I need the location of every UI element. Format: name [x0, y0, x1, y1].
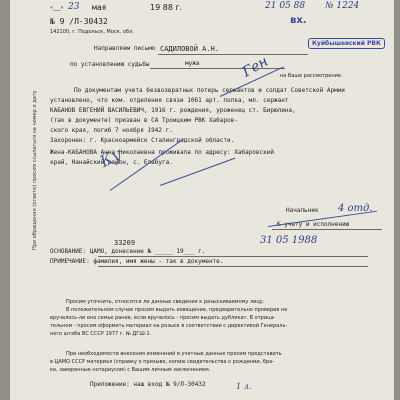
footer-line-7: При необходимости внесения изменений в учетные данные просим представить [66, 351, 282, 357]
handwritten-scribble-middle: Ку [96, 144, 125, 172]
body-line-5: ского края, погиб 7 ноября 1942 г. [50, 127, 173, 134]
footer-line-4: тельном - просим оформить материал на розыск в соответствии с директивой Генераль- [50, 323, 288, 329]
sent-letter-label: Направляем письмо [94, 45, 156, 52]
date-month: мая [92, 3, 107, 12]
sender-address: 142100, г. Подольск, Моск. обл. [50, 29, 134, 35]
basis-underline [98, 256, 368, 257]
handwritten-basis-date: 31 05 1988 [260, 235, 318, 246]
footer-line-2: В положительном случае просим выдать извещение, предварительно проверив не [66, 307, 288, 313]
footer-line-9: ке, заверенные нотариусом) с Вашим личным заключением. [50, 367, 211, 373]
footer-line-3: вручалось-ли оно семье ранее, если вручалось - просим выдать дубликат. В отрица- [50, 315, 276, 321]
body-line-8: край, Нанайский район, с. Елабуга. [50, 159, 173, 166]
document-number: № 9 /Л-30432 [50, 17, 108, 26]
head-label: Начальник [286, 207, 319, 214]
note-line: ПРИМЕЧАНИЕ: фамилия, имя жены - так в документе. [50, 258, 224, 265]
stamp-incoming-number: вх. [290, 15, 307, 26]
date-year: 19 88 г. [150, 3, 183, 12]
body-line-6: Захоронен: г. Красноармейск Сталинградской области. [50, 137, 235, 144]
handwritten-attachment-count: 1 л. [236, 382, 252, 391]
executor-line [272, 229, 382, 230]
margin-note-1: При обращении (ответе) просим ссылаться на номер и дату [32, 90, 38, 250]
handwritten-stamp-number: № 1224 [325, 1, 360, 11]
handwritten-day: 23 [68, 2, 80, 12]
addressee-underline [158, 54, 308, 55]
note-underline [98, 266, 368, 267]
body-line-4: (так в документе) призван в СА Троицким РВК Хабаров- [50, 117, 238, 124]
executor-label: К учету и исполнению [277, 221, 350, 228]
handwritten-scribble-top: Ген [239, 53, 271, 81]
addressee-name: САДИЛОВОЙ А.Н. [160, 45, 220, 53]
body-line-7: Жена-КАБАНОВА Анна Николаевна проживала по адресу: Хабаровский [50, 149, 274, 156]
kuibyshev-stamp: Куйбышевский РВК [308, 38, 385, 49]
footer-line-8: в ЦАМО СССР материал (справку о призыве, копию свидетельства о рождении, бра- [50, 359, 274, 365]
fate-label: по установлению судьбы [70, 61, 150, 68]
relation: мужа [185, 60, 200, 67]
footer-line-5: ного штаба ВС СССР 1977 г. № ДГШ-1. [50, 331, 152, 337]
body-line-2: установлено, что ком. отделения связи 1061 арт. полка, мл. сержант [50, 97, 289, 104]
body-line-3: КАБАНОВ ЕВГЕНИЙ ВАСИЛЬЕВИЧ, 1916 г. рождения, уроженец ст. Бирюлина, [50, 107, 296, 114]
date-prefix: «___» [50, 5, 64, 11]
review-label: на Ваше рассмотрение. [280, 73, 343, 79]
document-sheet [10, 0, 394, 400]
footer-line-1: Просим уточнить, относятся ли данные сведения к разыскиваемому лицу. [66, 299, 265, 305]
handwritten-dept: 4 отд. [338, 203, 373, 214]
archive-code: 33209 [114, 239, 136, 247]
body-line-1: По документам учета безвозвратных потерь сержантов и солдат Советской Армии [74, 87, 345, 94]
handwritten-stamp-date: 21 05 88 [265, 1, 306, 11]
attachment-line: Приложение: наш вход № 9/Л-30432 [90, 381, 206, 388]
basis-label: ОСНОВАНИЕ: ЦАМО, донесение № _____ 19___ г. [50, 248, 206, 255]
